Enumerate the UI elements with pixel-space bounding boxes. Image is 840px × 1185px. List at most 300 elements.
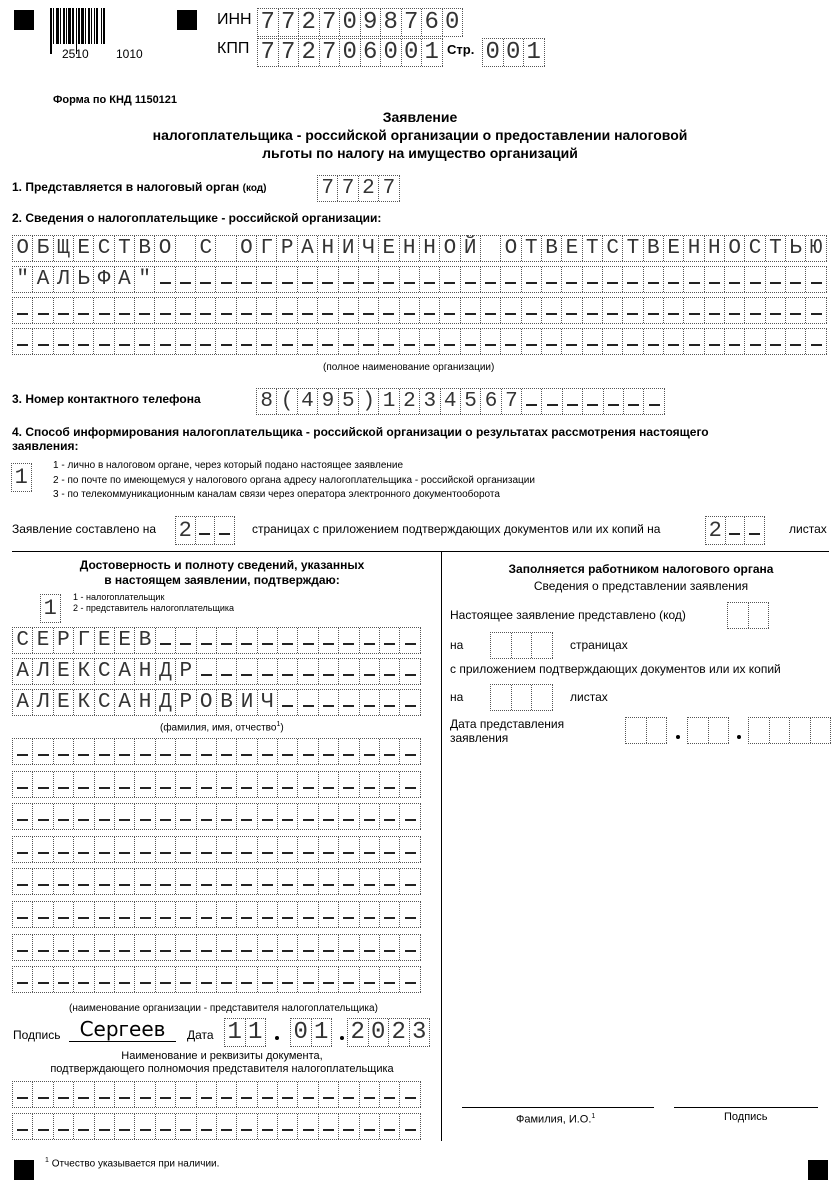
char-cell bbox=[278, 690, 298, 715]
char-cell bbox=[258, 739, 278, 764]
char-cell bbox=[13, 967, 33, 992]
sheets-count-field[interactable] bbox=[705, 516, 765, 545]
char-cell: Ь bbox=[786, 236, 806, 261]
char-cell: В bbox=[135, 628, 155, 653]
char-cell bbox=[542, 329, 562, 354]
tax-officer-title: Заполняется работником налогового органа bbox=[508, 562, 774, 576]
char-cell bbox=[95, 1114, 115, 1139]
char-cell bbox=[115, 772, 135, 797]
char-cell bbox=[237, 1114, 257, 1139]
corner-marker-top-left bbox=[14, 10, 34, 30]
fio-row[interactable] bbox=[12, 658, 421, 685]
char-cell bbox=[298, 739, 318, 764]
char-cell bbox=[400, 267, 420, 292]
char-cell bbox=[532, 633, 553, 658]
char-cell bbox=[54, 1082, 74, 1107]
char-cell: Е bbox=[115, 628, 135, 653]
section1-label: 1. Представляется в налоговый орган (код) bbox=[12, 180, 267, 194]
char-cell bbox=[135, 837, 155, 862]
char-cell bbox=[420, 329, 440, 354]
char-cell: А bbox=[13, 690, 33, 715]
barcode bbox=[50, 8, 150, 52]
char-cell bbox=[623, 298, 643, 323]
char-cell: 0 bbox=[402, 39, 423, 66]
char-cell bbox=[339, 804, 359, 829]
phone-field[interactable] bbox=[256, 388, 665, 415]
org-name-row[interactable] bbox=[12, 235, 827, 262]
sign-date-day[interactable] bbox=[224, 1018, 266, 1047]
char-cell bbox=[298, 267, 318, 292]
char-cell bbox=[339, 967, 359, 992]
char-cell bbox=[380, 837, 400, 862]
char-cell bbox=[33, 329, 53, 354]
char-cell: 9 bbox=[318, 389, 338, 414]
fio-caption: (фамилия, имя, отчество$^1$) bbox=[160, 721, 284, 734]
char-cell bbox=[176, 967, 196, 992]
char-cell bbox=[135, 298, 155, 323]
char-cell bbox=[461, 298, 481, 323]
char-cell: Д bbox=[156, 659, 176, 684]
char-cell bbox=[400, 628, 420, 653]
date-separator-dot bbox=[275, 1036, 279, 1040]
char-cell bbox=[277, 329, 297, 354]
char-cell: С bbox=[745, 236, 765, 261]
char-cell: Н bbox=[705, 236, 725, 261]
char-cell bbox=[684, 329, 704, 354]
representative-name-row[interactable] bbox=[12, 934, 421, 961]
char-cell: С bbox=[94, 236, 114, 261]
char-cell bbox=[319, 690, 339, 715]
char-cell bbox=[379, 329, 399, 354]
confirm-title: Достоверность и полноту сведений, указанных в настоящем заявлении, подтверждаю: bbox=[79, 558, 365, 587]
char-cell bbox=[623, 329, 643, 354]
char-cell bbox=[135, 902, 155, 927]
char-cell bbox=[319, 935, 339, 960]
char-cell bbox=[298, 298, 318, 323]
char-cell bbox=[115, 935, 135, 960]
char-cell: А bbox=[33, 267, 53, 292]
char-cell bbox=[258, 869, 278, 894]
char-cell bbox=[380, 967, 400, 992]
char-cell: Е bbox=[33, 628, 53, 653]
char-cell bbox=[33, 935, 53, 960]
char-cell: Е bbox=[664, 236, 684, 261]
char-cell bbox=[725, 298, 745, 323]
char-cell: 3 bbox=[420, 389, 440, 414]
authority-doc-row[interactable] bbox=[12, 1113, 421, 1140]
submission-date-day[interactable] bbox=[625, 717, 667, 744]
char-cell bbox=[156, 739, 176, 764]
char-cell: 2 bbox=[348, 1019, 369, 1046]
char-cell bbox=[298, 837, 318, 862]
char-cell: А bbox=[115, 267, 135, 292]
char-cell bbox=[420, 298, 440, 323]
char-cell: А bbox=[115, 659, 135, 684]
char-cell bbox=[278, 902, 298, 927]
inform-option-2: 2 - по почте по имеющемуся у налогового органа адресу налогоплательщика - российской организации bbox=[53, 474, 535, 486]
char-cell bbox=[298, 772, 318, 797]
char-cell bbox=[74, 329, 94, 354]
char-cell bbox=[74, 298, 94, 323]
char-cell bbox=[359, 267, 379, 292]
char-cell: О bbox=[237, 236, 257, 261]
char-cell bbox=[54, 329, 74, 354]
char-cell bbox=[135, 804, 155, 829]
char-cell bbox=[360, 935, 380, 960]
char-cell bbox=[217, 902, 237, 927]
char-cell bbox=[644, 389, 664, 414]
char-cell: О bbox=[13, 236, 33, 261]
char-cell bbox=[94, 329, 114, 354]
char-cell bbox=[217, 804, 237, 829]
char-cell bbox=[95, 902, 115, 927]
char-cell bbox=[790, 718, 811, 743]
char-cell: Ф bbox=[94, 267, 114, 292]
char-cell bbox=[215, 517, 235, 544]
char-cell bbox=[440, 329, 460, 354]
char-cell bbox=[380, 628, 400, 653]
char-cell bbox=[33, 967, 53, 992]
inform-method-options bbox=[53, 459, 535, 503]
char-cell bbox=[74, 902, 94, 927]
char-cell bbox=[135, 967, 155, 992]
char-cell bbox=[786, 329, 806, 354]
char-cell bbox=[176, 902, 196, 927]
char-cell bbox=[54, 298, 74, 323]
char-cell bbox=[278, 1082, 298, 1107]
sign-date-year[interactable] bbox=[347, 1018, 430, 1047]
char-cell: 6 bbox=[361, 39, 382, 66]
char-cell: 6 bbox=[481, 389, 501, 414]
char-cell: 7 bbox=[258, 39, 279, 66]
char-cell bbox=[176, 935, 196, 960]
char-cell bbox=[684, 267, 704, 292]
representative-name-row[interactable] bbox=[12, 966, 421, 993]
char-cell bbox=[156, 869, 176, 894]
char-cell bbox=[13, 772, 33, 797]
char-cell bbox=[481, 329, 501, 354]
char-cell bbox=[237, 837, 257, 862]
char-cell bbox=[237, 628, 257, 653]
char-cell: 7 bbox=[379, 176, 399, 201]
fio-row[interactable] bbox=[12, 627, 421, 654]
char-cell bbox=[380, 902, 400, 927]
char-cell bbox=[481, 236, 501, 261]
char-cell: 0 bbox=[483, 39, 504, 66]
signature-label: Подпись bbox=[13, 1028, 61, 1042]
char-cell bbox=[156, 1082, 176, 1107]
char-cell bbox=[196, 298, 216, 323]
char-cell bbox=[400, 935, 420, 960]
kpp-field[interactable] bbox=[257, 38, 443, 67]
char-cell: 4 bbox=[441, 389, 461, 414]
char-cell bbox=[786, 298, 806, 323]
char-cell bbox=[197, 804, 217, 829]
fio-row[interactable] bbox=[12, 689, 421, 716]
form-title-line2: налогоплательщика - российской организации о предоставлении налоговой bbox=[152, 127, 688, 143]
char-cell: Н bbox=[684, 236, 704, 261]
char-cell bbox=[33, 804, 53, 829]
char-cell: 1 bbox=[225, 1019, 246, 1046]
char-cell bbox=[623, 267, 643, 292]
char-cell bbox=[115, 902, 135, 927]
char-cell bbox=[298, 659, 318, 684]
char-cell bbox=[380, 935, 400, 960]
char-cell bbox=[725, 329, 745, 354]
char-cell: А bbox=[13, 659, 33, 684]
char-cell bbox=[237, 1082, 257, 1107]
signer-type-field[interactable] bbox=[40, 594, 61, 623]
char-cell bbox=[237, 869, 257, 894]
char-cell bbox=[237, 298, 257, 323]
tax-authority-code-field[interactable] bbox=[317, 175, 400, 202]
char-cell bbox=[33, 772, 53, 797]
char-cell bbox=[74, 935, 94, 960]
char-cell: 2 bbox=[299, 39, 320, 66]
char-cell bbox=[360, 869, 380, 894]
char-cell bbox=[258, 1114, 278, 1139]
submission-date-year[interactable] bbox=[748, 717, 831, 744]
char-cell: 3 bbox=[410, 1019, 431, 1046]
char-cell: С bbox=[13, 628, 33, 653]
char-cell bbox=[624, 389, 644, 414]
char-cell: Ч bbox=[258, 690, 278, 715]
char-cell bbox=[400, 1082, 420, 1107]
pages-text-2: страницах с приложением подтверждающих документов или их копий на bbox=[252, 522, 661, 536]
char-cell bbox=[379, 298, 399, 323]
officer-signature-line bbox=[674, 1107, 818, 1108]
char-cell bbox=[603, 329, 623, 354]
char-cell bbox=[54, 772, 74, 797]
char-cell: 0 bbox=[291, 1019, 312, 1046]
char-cell bbox=[604, 389, 624, 414]
representative-caption: (наименование организации - представителя налогоплательщика) bbox=[69, 1003, 378, 1014]
char-cell bbox=[74, 1114, 94, 1139]
char-cell bbox=[278, 739, 298, 764]
char-cell bbox=[440, 267, 460, 292]
form-title-line1: Заявление bbox=[382, 109, 458, 125]
char-cell bbox=[380, 1114, 400, 1139]
char-cell bbox=[583, 267, 603, 292]
submitted-sheets-field[interactable] bbox=[490, 684, 553, 711]
char-cell bbox=[400, 967, 420, 992]
char-cell bbox=[532, 685, 553, 710]
char-cell: Щ bbox=[54, 236, 74, 261]
char-cell: Д bbox=[156, 690, 176, 715]
org-name-row[interactable] bbox=[12, 328, 827, 355]
char-cell bbox=[603, 267, 623, 292]
char-cell bbox=[277, 267, 297, 292]
char-cell bbox=[298, 628, 318, 653]
char-cell bbox=[766, 267, 786, 292]
char-cell: 0 bbox=[381, 39, 402, 66]
char-cell bbox=[339, 1082, 359, 1107]
char-cell bbox=[176, 298, 196, 323]
char-cell bbox=[13, 935, 33, 960]
char-cell bbox=[298, 935, 318, 960]
char-cell: 1 bbox=[312, 1019, 333, 1046]
char-cell bbox=[95, 869, 115, 894]
char-cell bbox=[360, 772, 380, 797]
char-cell bbox=[135, 772, 155, 797]
char-cell bbox=[359, 298, 379, 323]
char-cell bbox=[115, 329, 135, 354]
char-cell bbox=[461, 267, 481, 292]
char-cell bbox=[522, 389, 542, 414]
submitted-pages-field[interactable] bbox=[490, 632, 553, 659]
char-cell bbox=[319, 1114, 339, 1139]
char-cell bbox=[684, 298, 704, 323]
char-cell bbox=[257, 329, 277, 354]
char-cell bbox=[644, 329, 664, 354]
char-cell: 7 bbox=[279, 39, 300, 66]
char-cell bbox=[217, 935, 237, 960]
char-cell bbox=[491, 685, 512, 710]
char-cell bbox=[74, 967, 94, 992]
char-cell bbox=[728, 603, 749, 628]
representative-name-row[interactable] bbox=[12, 901, 421, 928]
char-cell: 1 bbox=[422, 39, 443, 66]
char-cell bbox=[216, 236, 236, 261]
char-cell bbox=[197, 628, 217, 653]
representative-name-row[interactable] bbox=[12, 803, 421, 830]
representative-name-row[interactable] bbox=[12, 868, 421, 895]
char-cell bbox=[626, 718, 647, 743]
char-cell: Л bbox=[54, 267, 74, 292]
char-cell bbox=[237, 902, 257, 927]
char-cell bbox=[298, 902, 318, 927]
char-cell: Ю bbox=[806, 236, 826, 261]
org-name-row[interactable] bbox=[12, 297, 827, 324]
char-cell bbox=[176, 628, 196, 653]
char-cell bbox=[379, 267, 399, 292]
char-cell bbox=[258, 804, 278, 829]
char-cell bbox=[95, 772, 115, 797]
char-cell: Т bbox=[115, 236, 135, 261]
char-cell bbox=[74, 869, 94, 894]
org-name-row[interactable] bbox=[12, 266, 827, 293]
char-cell bbox=[360, 804, 380, 829]
submission-date-month[interactable] bbox=[687, 717, 729, 744]
inform-method-field[interactable] bbox=[11, 463, 32, 492]
char-cell bbox=[709, 718, 730, 743]
section3-label: 3. Номер контактного телефона bbox=[12, 392, 201, 406]
char-cell bbox=[176, 236, 196, 261]
char-cell bbox=[156, 837, 176, 862]
signature-field[interactable] bbox=[69, 1017, 176, 1042]
char-cell bbox=[298, 869, 318, 894]
char-cell: Р bbox=[277, 236, 297, 261]
char-cell bbox=[217, 1114, 237, 1139]
char-cell bbox=[380, 690, 400, 715]
char-cell bbox=[156, 1114, 176, 1139]
inn-field[interactable] bbox=[257, 8, 463, 37]
char-cell: ( bbox=[277, 389, 297, 414]
char-cell bbox=[216, 267, 236, 292]
corner-marker-bottom-right bbox=[808, 1160, 828, 1180]
char-cell bbox=[237, 267, 257, 292]
char-cell bbox=[360, 628, 380, 653]
char-cell bbox=[237, 772, 257, 797]
char-cell bbox=[156, 935, 176, 960]
char-cell bbox=[217, 869, 237, 894]
char-cell bbox=[54, 902, 74, 927]
char-cell: Л bbox=[33, 659, 53, 684]
char-cell: А bbox=[298, 236, 318, 261]
char-cell: 5 bbox=[461, 389, 481, 414]
char-cell bbox=[563, 389, 583, 414]
char-cell bbox=[380, 739, 400, 764]
char-cell bbox=[319, 902, 339, 927]
char-cell bbox=[176, 837, 196, 862]
submission-date-label: Дата представления заявления bbox=[450, 717, 565, 745]
char-cell: О bbox=[725, 236, 745, 261]
date-separator-dot bbox=[340, 1036, 344, 1040]
char-cell bbox=[115, 1082, 135, 1107]
char-cell bbox=[135, 329, 155, 354]
char-cell bbox=[461, 329, 481, 354]
char-cell bbox=[197, 739, 217, 764]
inn-label: ИНН bbox=[217, 11, 252, 28]
form-knd: Форма по КНД 1150121 bbox=[53, 94, 178, 106]
char-cell bbox=[196, 329, 216, 354]
char-cell bbox=[360, 739, 380, 764]
char-cell bbox=[33, 298, 53, 323]
signer-type-options: 1 - налогоплательщик 2 - представитель налогоплательщика bbox=[73, 592, 235, 613]
pages-text-1: Заявление составлено на bbox=[12, 522, 157, 536]
char-cell bbox=[13, 298, 33, 323]
char-cell bbox=[339, 690, 359, 715]
char-cell bbox=[176, 804, 196, 829]
char-cell: 1 bbox=[41, 595, 61, 622]
footnote: $^1$ Отчество указывается при наличии. bbox=[45, 1157, 220, 1170]
char-cell bbox=[542, 298, 562, 323]
pages-count-field[interactable] bbox=[175, 516, 235, 545]
char-cell: 2 bbox=[400, 389, 420, 414]
char-cell bbox=[319, 739, 339, 764]
char-cell bbox=[258, 772, 278, 797]
form-title bbox=[0, 108, 840, 162]
char-cell bbox=[319, 628, 339, 653]
char-cell bbox=[13, 1082, 33, 1107]
char-cell bbox=[766, 329, 786, 354]
representative-name-row[interactable] bbox=[12, 771, 421, 798]
char-cell bbox=[197, 659, 217, 684]
char-cell: О bbox=[440, 236, 460, 261]
char-cell: 1 bbox=[524, 39, 545, 66]
char-cell bbox=[13, 329, 33, 354]
char-cell: Т bbox=[583, 236, 603, 261]
char-cell bbox=[339, 267, 359, 292]
char-cell bbox=[522, 298, 542, 323]
representative-name-row[interactable] bbox=[12, 836, 421, 863]
kpp-label: КПП bbox=[217, 40, 250, 57]
char-cell: Н bbox=[135, 690, 155, 715]
char-cell bbox=[811, 718, 832, 743]
submission-code-field[interactable] bbox=[727, 602, 769, 629]
char-cell bbox=[115, 869, 135, 894]
page-number-field[interactable] bbox=[482, 38, 545, 67]
char-cell bbox=[135, 739, 155, 764]
char-cell: Р bbox=[176, 690, 196, 715]
char-cell: 7 bbox=[402, 9, 423, 36]
char-cell bbox=[749, 718, 770, 743]
authority-doc-row[interactable] bbox=[12, 1081, 421, 1108]
sign-date-month[interactable] bbox=[290, 1018, 332, 1047]
char-cell: К bbox=[74, 659, 94, 684]
representative-name-row[interactable] bbox=[12, 738, 421, 765]
char-cell bbox=[176, 1114, 196, 1139]
